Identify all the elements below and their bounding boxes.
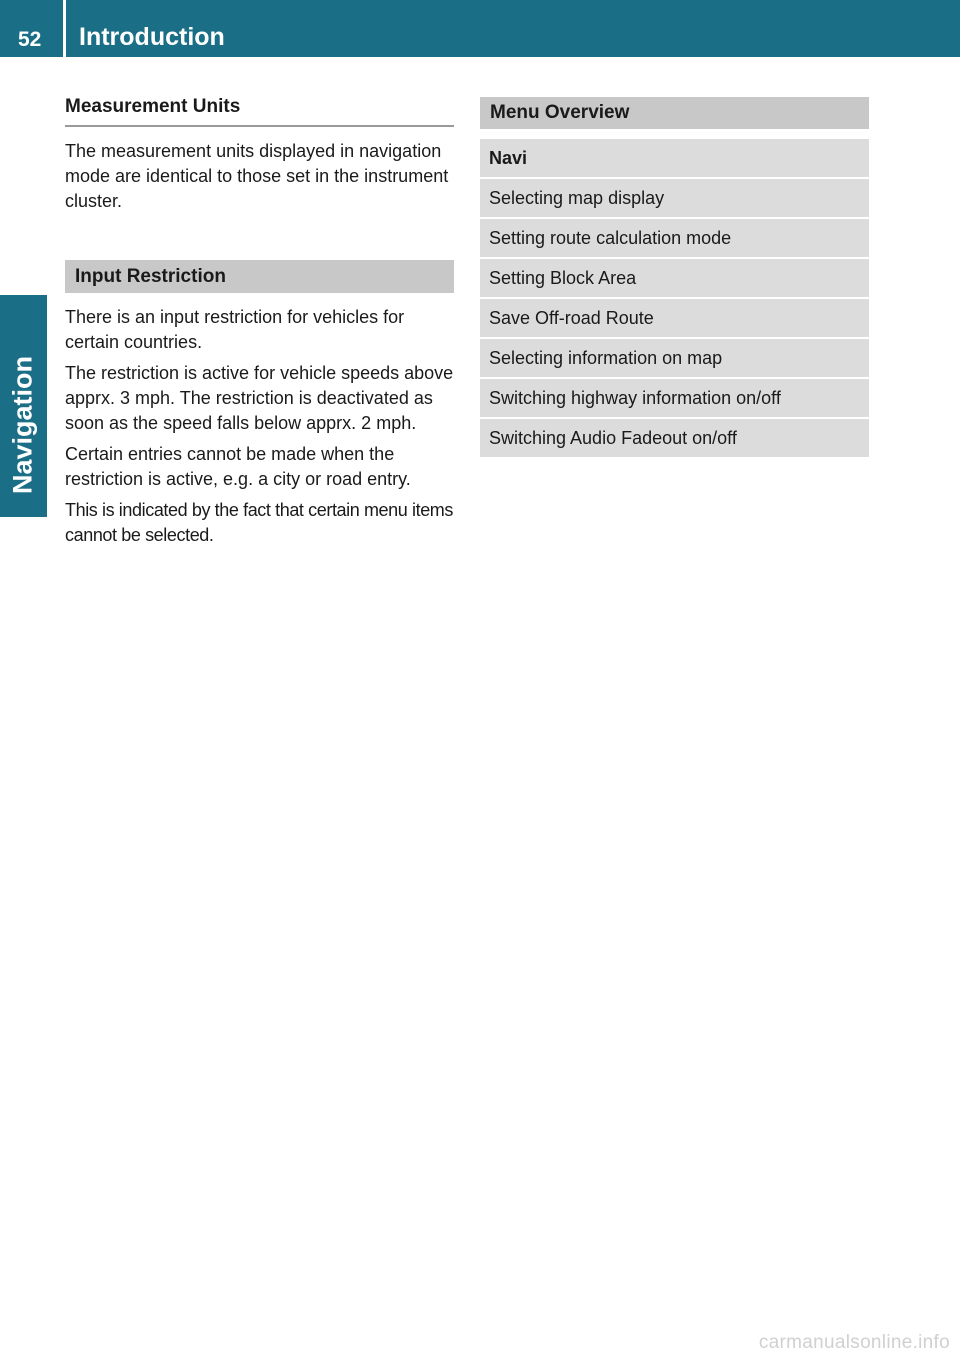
menu-row-navi: Navi	[480, 139, 869, 177]
menu-row: Switching highway information on/off	[480, 379, 869, 417]
menu-row: Selecting map display	[480, 179, 869, 217]
chapter-title: Introduction	[79, 23, 225, 51]
restriction-paragraph: There is an input restriction for vehicles for certain countries.	[65, 307, 405, 352]
measurement-units-heading: Measurement Units	[65, 95, 454, 127]
side-tab-label: Navigation	[7, 355, 38, 495]
menu-row: Switching Audio Fadeout on/off	[480, 419, 869, 457]
restriction-paragraph: This is indicated by the fact that certain menu items cannot be selected.	[65, 500, 453, 545]
left-column	[65, 95, 454, 554]
menu-overview-table	[480, 97, 869, 459]
input-restriction-heading: Input Restriction	[65, 260, 454, 293]
menu-row: Setting Block Area	[480, 259, 869, 297]
menu-overview-title: Menu Overview	[480, 97, 869, 129]
menu-row: Save Off-road Route	[480, 299, 869, 337]
header-divider	[63, 0, 66, 57]
page-header-bar	[0, 0, 960, 57]
measurement-units-text: The measurement units displayed in navigation mode are identical to those set in the instrument cluster.	[65, 141, 449, 211]
restriction-paragraph: Certain entries cannot be made when the restriction is active, e.g. a city or road entry.	[65, 444, 411, 489]
menu-row: Setting route calculation mode	[480, 219, 869, 257]
restriction-paragraph: The restriction is active for vehicle speeds above apprx. 3 mph. The restriction is deactivated as soon as the speed falls below apprx. 2 mph.	[65, 363, 454, 433]
page-number: 52	[18, 28, 42, 51]
watermark-text: carmanualsonline.info	[758, 1332, 950, 1353]
menu-row: Selecting information on map	[480, 339, 869, 377]
